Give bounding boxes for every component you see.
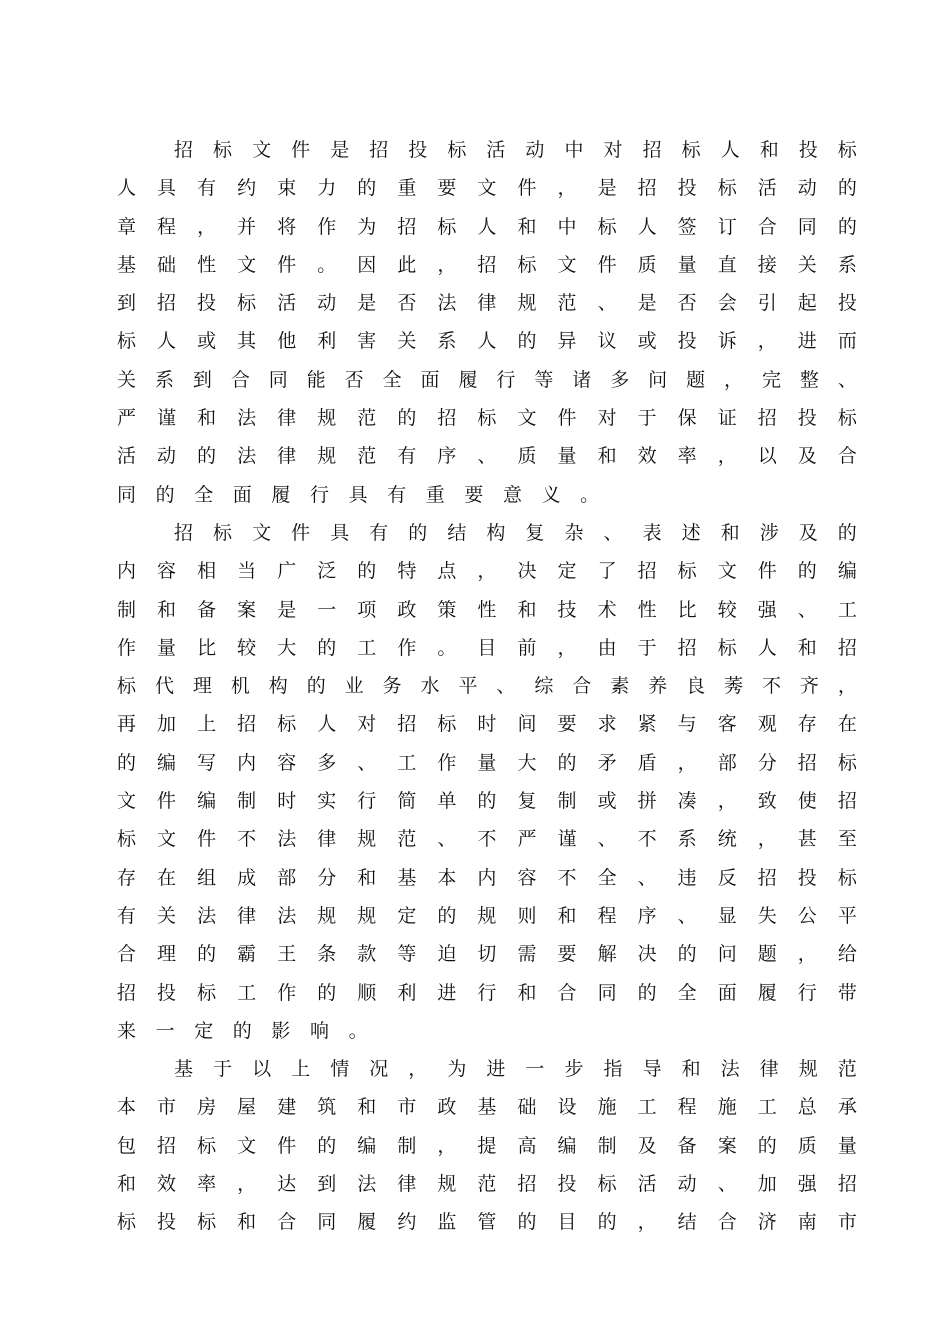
text-line: 包 招 标 文 件 的 编 制 ， 提 高 编 制 及 备 案 的 质 量	[117, 1134, 857, 1157]
text-line: 到 招 投 标 活 动 是 否 法 律 规 范 、 是 否 会 引 起 投	[117, 292, 857, 315]
text-line: 标 人 或 其 他 利 害 关 系 人 的 异 议 或 投 诉 ， 进 而	[117, 330, 857, 353]
text-line: 基 于 以 上 情 况 ， 为 进 一 步 指 导 和 法 律 规 范	[174, 1058, 857, 1081]
text-line: 严 谨 和 法 律 规 范 的 招 标 文 件 对 于 保 证 招 投 标	[117, 407, 857, 430]
text-line: 招 标 文 件 是 招 投 标 活 动 中 对 招 标 人 和 投 标	[174, 139, 857, 161]
text-line: 活 动 的 法 律 规 范 有 序 、 质 量 和 效 率 ， 以 及 合	[117, 445, 857, 468]
text-line: 人 具 有 约 束 力 的 重 要 文 件 ， 是 招 投 标 活 动 的	[117, 177, 857, 200]
text-line: 基 础 性 文 件 。 因 此 ， 招 标 文 件 质 量 直 接 关 系	[117, 253, 857, 276]
text-line: 招 投 标 工 作 的 顺 利 进 行 和 合 同 的 全 面 履 行 带	[117, 981, 857, 1004]
text-line: 来 一 定 的 影 响 。	[117, 1019, 368, 1042]
text-line: 合 理 的 霸 王 条 款 等 迫 切 需 要 解 决 的 问 题 ， 给	[117, 943, 857, 966]
text-line: 标 投 标 和 合 同 履 约 监 管 的 目 的 ， 结 合 济 南 市	[117, 1211, 857, 1234]
text-line: 和 效 率 ， 达 到 法 律 规 范 招 投 标 活 动 、 加 强 招	[117, 1173, 857, 1196]
text-line: 本 市 房 屋 建 筑 和 市 政 基 础 设 施 工 程 施 工 总 承	[117, 1096, 857, 1119]
text-line: 再 加 上 招 标 人 对 招 标 时 间 要 求 紧 与 客 观 存 在	[117, 713, 857, 736]
text-line: 标 文 件 不 法 律 规 范 、 不 严 谨 、 不 系 统 ， 甚 至	[117, 828, 857, 851]
text-line: 关 系 到 合 同 能 否 全 面 履 行 等 诸 多 问 题 ， 完 整 、	[117, 368, 857, 391]
text-line: 同 的 全 面 履 行 具 有 重 要 意 义 。	[117, 483, 600, 506]
text-line: 文 件 编 制 时 实 行 简 单 的 复 制 或 拼 凑 ， 致 使 招	[117, 790, 857, 813]
paragraph-1	[117, 131, 857, 514]
text-line: 有 关 法 律 法 规 规 定 的 规 则 和 程 序 、 显 失 公 平	[117, 904, 857, 927]
text-line: 制 和 备 案 是 一 项 政 策 性 和 技 术 性 比 较 强 、 工	[117, 598, 857, 621]
document-body	[117, 131, 857, 1242]
text-line: 的 编 写 内 容 多 、 工 作 量 大 的 矛 盾 ， 部 分 招 标	[117, 751, 857, 774]
paragraph-2	[117, 514, 857, 1050]
paragraph-3	[117, 1050, 857, 1241]
text-line: 标 代 理 机 构 的 业 务 水 平 、 综 合 素 养 良 莠 不 齐 ，	[117, 675, 857, 698]
text-line: 作 量 比 较 大 的 工 作 。 目 前 ， 由 于 招 标 人 和 招	[117, 636, 857, 659]
text-line: 存 在 组 成 部 分 和 基 本 内 容 不 全 、 违 反 招 投 标	[117, 866, 857, 889]
text-line: 内 容 相 当 广 泛 的 特 点 ， 决 定 了 招 标 文 件 的 编	[117, 560, 857, 583]
text-line: 招 标 文 件 具 有 的 结 构 复 杂 、 表 述 和 涉 及 的	[174, 521, 857, 544]
text-line: 章 程 ， 并 将 作 为 招 标 人 和 中 标 人 签 订 合 同 的	[117, 215, 857, 238]
